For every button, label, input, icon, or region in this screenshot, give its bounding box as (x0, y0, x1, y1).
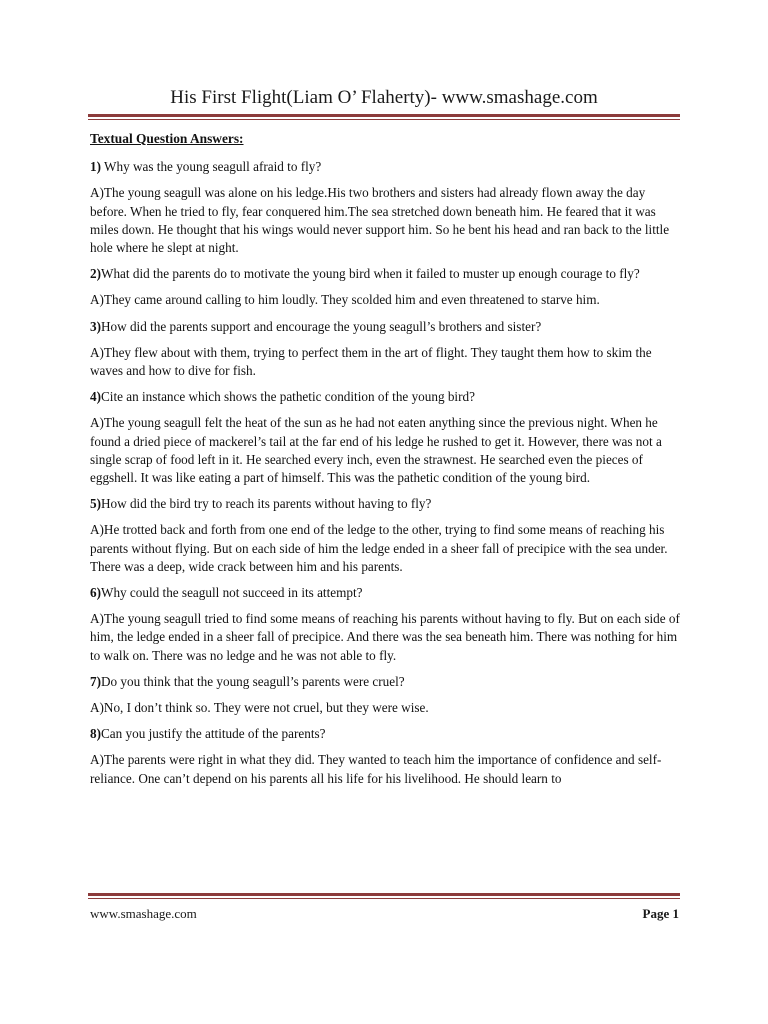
question-number: 7) (90, 673, 101, 689)
question-number: 5) (90, 496, 101, 512)
answer-4: A)The young seagull felt the heat of the sun as he had not eaten anything since the previous night. When he found a dried piece of mackerel’s tail at the far end of his ledge he rushed to get it. However, there was not a single scrap of food left in it. He searched every inch, even the strawnest. He searched even the pieces of eggshell. It was like eating a part of himself. This was the pathetic condition of the young bird. (90, 415, 662, 486)
footer-page-number: Page 1 (642, 906, 679, 921)
question-8 (90, 725, 680, 743)
question-text: What did the parents do to motivate the young bird when it failed to muster up enough courage to fly? (101, 266, 640, 282)
question-3 (90, 318, 680, 336)
question-number: 8) (90, 726, 101, 742)
question-number: 2) (90, 266, 101, 282)
answer-7: A)No, I don’t think so. They were not cruel, but they were wise. (90, 700, 429, 716)
question-number: 1) (90, 159, 101, 175)
question-text: Can you justify the attitude of the parents? (101, 726, 326, 742)
answer-5: A)He trotted back and forth from one end of the ledge to the other, trying to find some means of reaching his parents without flying. But on each side of him the ledge ended in a sheer fall of precipice with the sea under. There was a deep, wide crack between him and his parents. (90, 522, 668, 574)
question-text: Cite an instance which shows the pathetic condition of the young bird? (101, 389, 475, 405)
answer-8: A)The parents were right in what they did. They wanted to teach him the importance of confidence and self-reliance. One can’t depend on his parents all his life for his livelihood. He should learn to (90, 752, 662, 786)
question-4 (90, 388, 680, 406)
footer-rule-thin (88, 898, 680, 899)
question-text: Why was the young seagull afraid to fly? (101, 159, 322, 175)
question-text: Why could the seagull not succeed in its attempt? (101, 585, 363, 601)
answer-1: A)The young seagull was alone on his ledge.His two brothers and sisters had already flown away the day before. When he tried to fly, fear conquered him.The sea stretched down beneath him. He feared that it was miles down. He thought that his wings would never support him. So he bent his head and ran back to the little hole where he slept at night. (90, 185, 670, 256)
question-6 (90, 584, 680, 602)
section-heading: Textual Question Answers: (90, 131, 244, 146)
question-number: 4) (90, 389, 101, 405)
header-rule-thick (88, 114, 680, 117)
footer-site-url: www.smashage.com (90, 906, 197, 921)
footer-rule-thick (88, 893, 680, 896)
document-body (90, 130, 680, 796)
question-1 (90, 158, 680, 176)
answer-6: A)The young seagull tried to find some means of reaching his parents without having to fly. But on each side of him, the ledge ended in a sheer fall of precipice. And there was the sea beneath him. There was nothing for him to walk on. There was no ledge and he was not able to fly. (90, 611, 680, 663)
header-rule-thin (88, 119, 680, 120)
answer-3: A)They flew about with them, trying to perfect them in the art of flight. They taught them how to skim the waves and how to dive for fish. (90, 344, 652, 379)
answer-2: A)They came around calling to him loudly. They scolded him and even threatened to starve him. (90, 292, 600, 308)
question-5 (90, 495, 680, 513)
question-2 (90, 265, 680, 283)
question-7 (90, 673, 680, 691)
question-number: 6) (90, 585, 101, 601)
question-number: 3) (90, 318, 101, 334)
page-header-title: His First Flight(Liam O’ Flaherty)- www.smashage.com (170, 87, 598, 108)
question-text: How did the parents support and encourage the young seagull’s brothers and sister? (101, 318, 542, 334)
question-text: Do you think that the young seagull’s parents were cruel? (101, 673, 405, 689)
question-text: How did the bird try to reach its parents without having to fly? (101, 496, 432, 512)
